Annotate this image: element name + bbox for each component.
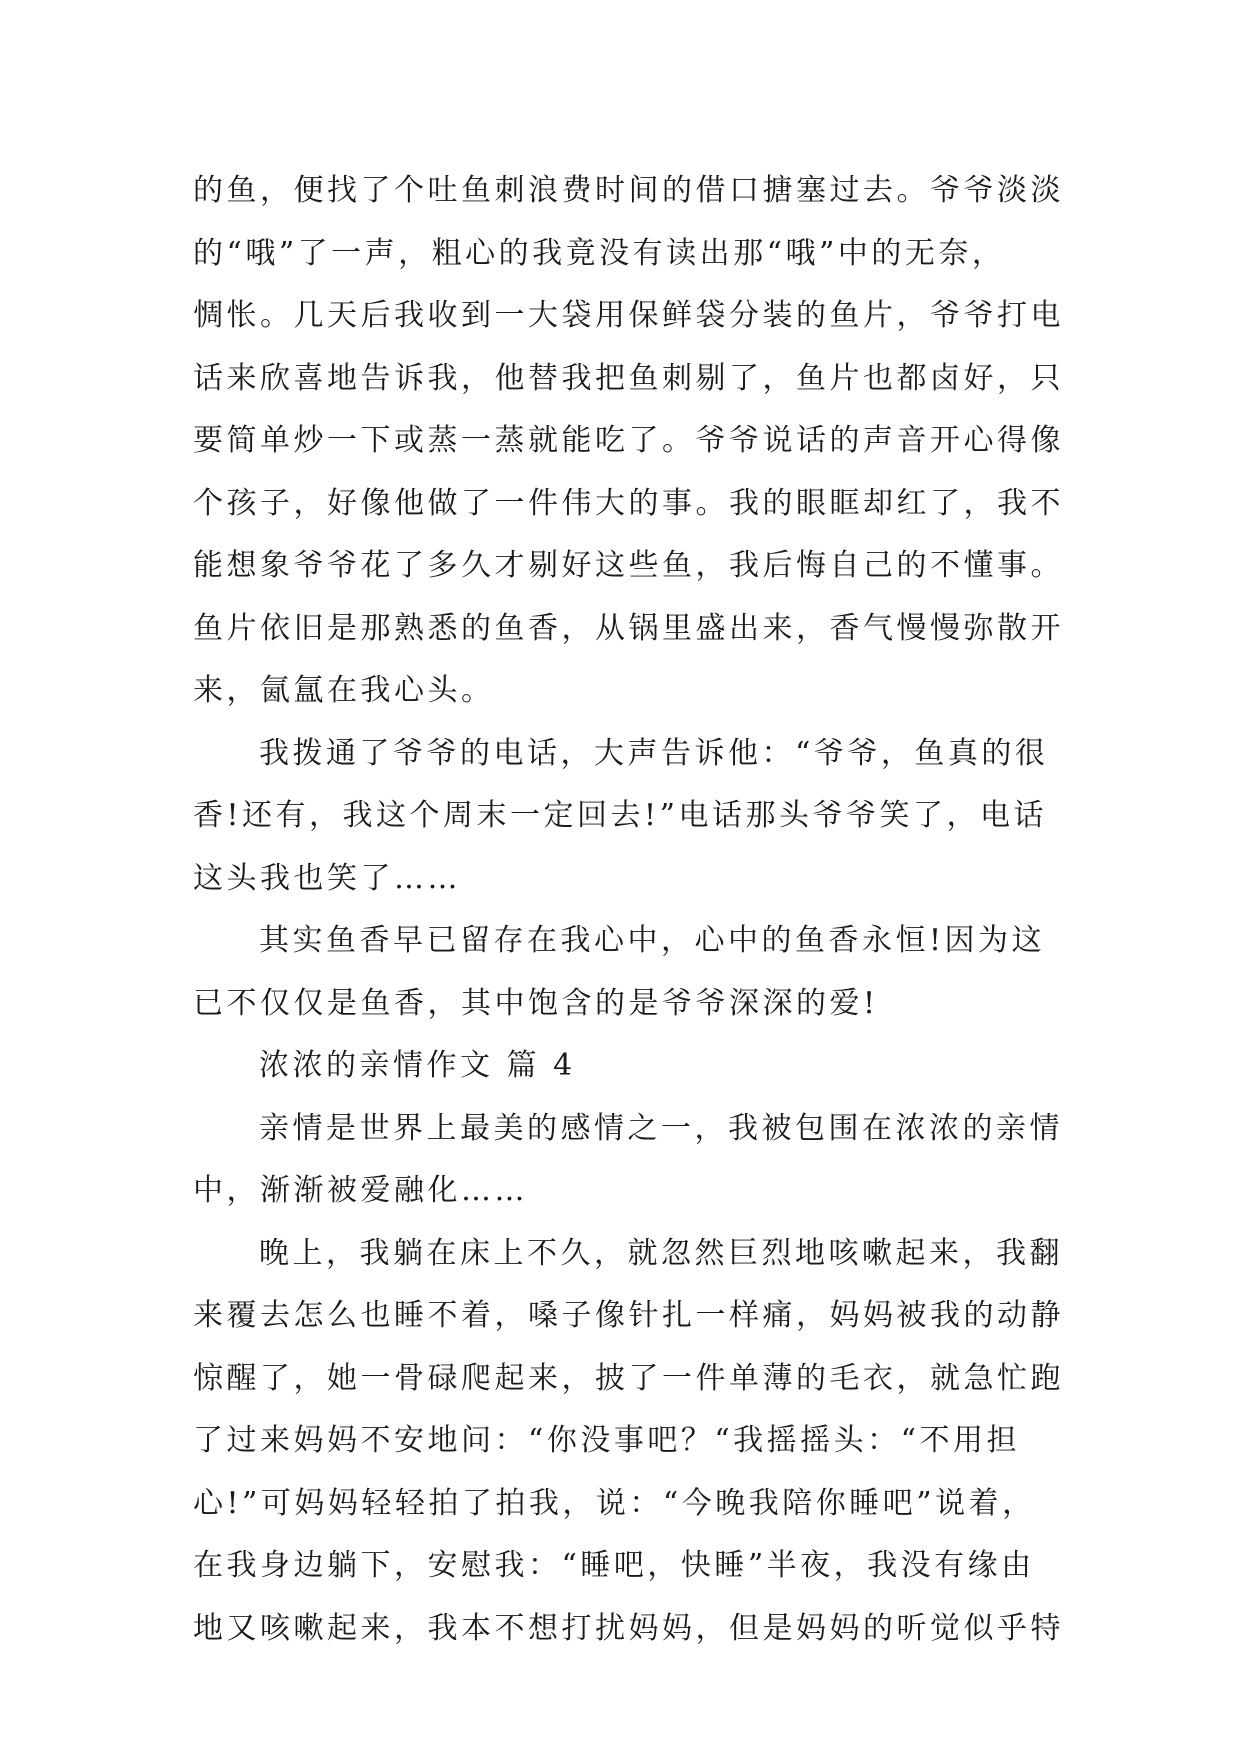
text-line: 已不仅仅是鱼香，其中饱含的是爷爷深深的爱!	[193, 985, 879, 1021]
text-line: 来，氤氲在我心头。	[193, 673, 495, 708]
text-line: 的鱼，便找了个吐鱼刺浪费时间的借口搪塞过去。爷爷淡淡	[193, 173, 1064, 208]
text-line: 心!”可妈妈轻轻拍了拍我，说：“今晚我陪你睡吧”说着，	[193, 1485, 1036, 1521]
text-line: 要简单炒一下或蒸一蒸就能吃了。爷爷说话的声音开心得像	[193, 423, 1064, 458]
text-line: 中，渐渐被爱融化……	[193, 1173, 528, 1208]
text-line: 在我身边躺下，安慰我：“睡吧，快睡”半夜，我没有缘由	[193, 1548, 1035, 1583]
text-line: 的“哦”了一声，粗心的我竟没有读出那“哦”中的无奈，	[193, 235, 1006, 271]
text-line: 个孩子，好像他做了一件伟大的事。我的眼眶却红了，我不	[193, 485, 1064, 521]
paragraph-start-line: 亲情是世界上最美的感情之一，我被包围在浓浓的亲情	[259, 1110, 1063, 1146]
paragraph-start-line: 其实鱼香早已留存在我心中，心中的鱼香永恒!因为这	[259, 923, 1046, 958]
text-line: 香!还有，我这个周末一定回去!”电话那头爷爷笑了，电话	[193, 798, 1047, 833]
paragraph-start-line: 晚上，我躺在床上不久，就忽然巨烈地咳嗽起来，我翻	[259, 1235, 1063, 1271]
text-line: 惆怅。几天后我收到一大袋用保鲜袋分装的鱼片，爷爷打电	[193, 298, 1064, 333]
text-line: 惊醒了，她一骨碌爬起来，披了一件单薄的毛衣，就急忙跑	[193, 1360, 1064, 1396]
text-line: 这头我也笑了……	[193, 860, 461, 896]
article-body	[193, 160, 1073, 1660]
section-heading: 浓浓的亲情作文 篇 4	[259, 1048, 576, 1083]
text-line: 鱼片依旧是那熟悉的鱼香，从锅里盛出来，香气慢慢弥散开	[193, 610, 1064, 646]
text-line: 地又咳嗽起来，我本不想打扰妈妈，但是妈妈的听觉似乎特	[193, 1610, 1064, 1646]
text-line: 来覆去怎么也睡不着，嗓子像针扎一样痛，妈妈被我的动静	[193, 1298, 1064, 1333]
text-line: 了过来妈妈不安地问：“你没事吧？“我摇摇头：“不用担	[193, 1423, 1021, 1458]
paragraph-start-line: 我拨通了爷爷的电话，大声告诉他：“爷爷，鱼真的很	[259, 735, 1049, 771]
text-line: 能想象爷爷花了多久才剔好这些鱼，我后悔自己的不懂事。	[193, 548, 1064, 583]
text-line: 话来欣喜地告诉我，他替我把鱼刺剔了，鱼片也都卤好，只	[193, 360, 1064, 396]
